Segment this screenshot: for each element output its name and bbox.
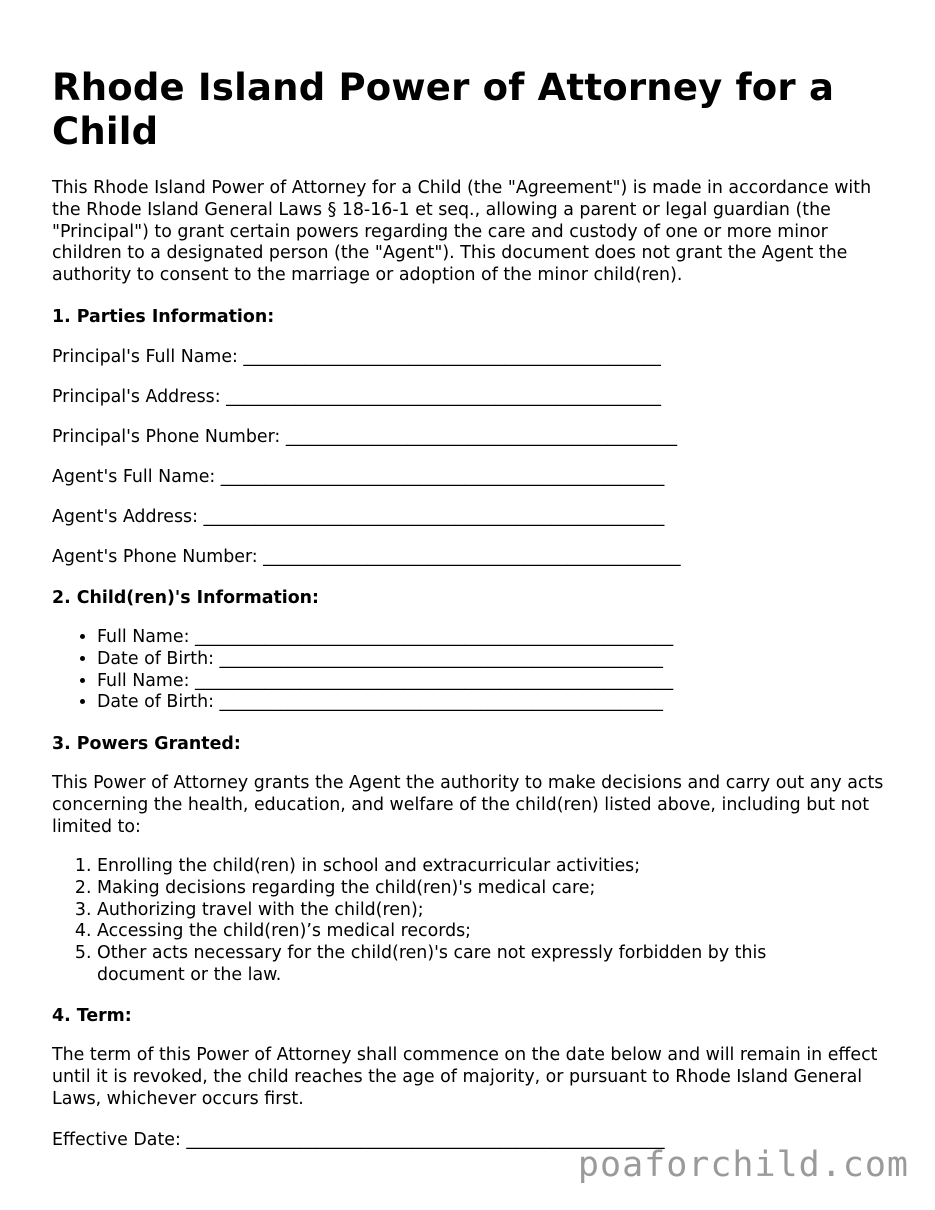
watermark-logo: poaforchild.com [577, 1145, 909, 1185]
principal-phone-field[interactable]: Principal's Phone Number: _____________________________________________ [52, 427, 678, 447]
effective-date-field[interactable]: Effective Date: _______________________________________________________ [52, 1130, 665, 1150]
agent-full-name-field[interactable]: Agent's Full Name: ___________________________________________________ [52, 467, 665, 487]
child-2-full-name-field[interactable]: • Full Name: _______________________________________________________ [97, 671, 897, 693]
power-item: 2. Making decisions regarding the child(ren)'s medical care; [97, 878, 857, 900]
principal-address-field[interactable]: Principal's Address: __________________________________________________ [52, 387, 661, 407]
section-heading-term: 4. Term: [52, 1006, 132, 1026]
power-item: 1. Enrolling the child(ren) in school and extracurricular activities; [97, 856, 857, 878]
powers-paragraph: This Power of Attorney grants the Agent the authority to make decisions and carry out any acts concerning the health, education, and welfare of the child(ren) listed above, including but not limited to: [52, 773, 884, 837]
intro-paragraph: This Rhode Island Power of Attorney for a Child (the "Agreement") is made in accordance with the Rhode Island General Laws § 18-16-1 et seq., allowing a parent or legal guardian (the "Principal") to grant certain powers regarding the care and custody of one or more minor children to a designated person (the "Agent"). This document does not grant the Agent the authority to consent to the marriage or adoption of the minor child(ren). [52, 178, 872, 286]
agent-phone-field[interactable]: Agent's Phone Number: ________________________________________________ [52, 547, 681, 567]
child-1-dob-field[interactable]: • Date of Birth: ___________________________________________________ [97, 649, 897, 671]
section-heading-children: 2. Child(ren)'s Information: [52, 588, 320, 608]
child-2-dob-field[interactable]: • Date of Birth: ___________________________________________________ [97, 692, 897, 714]
powers-list [52, 856, 857, 987]
agent-address-field[interactable]: Agent's Address: _____________________________________________________ [52, 507, 665, 527]
term-paragraph: The term of this Power of Attorney shall commence on the date below and will remain in effect until it is revoked, the child reaches the age of majority, or pursuant to Rhode Island General Laws, whichever occurs first. [52, 1045, 878, 1109]
child-1-full-name-field[interactable]: • Full Name: _______________________________________________________ [97, 627, 897, 649]
document-title: Rhode Island Power of Attorney for a Child [52, 66, 835, 153]
power-item: 4. Accessing the child(ren)’s medical records; [97, 921, 857, 943]
power-item: 5. Other acts necessary for the child(ren)'s care not expressly forbidden by this document or the law. [97, 943, 857, 987]
children-list [52, 627, 897, 714]
principal-full-name-field[interactable]: Principal's Full Name: ________________________________________________ [52, 347, 661, 367]
section-heading-parties: 1. Parties Information: [52, 307, 275, 327]
power-item: 3. Authorizing travel with the child(ren); [97, 900, 857, 922]
section-heading-powers: 3. Powers Granted: [52, 734, 241, 754]
